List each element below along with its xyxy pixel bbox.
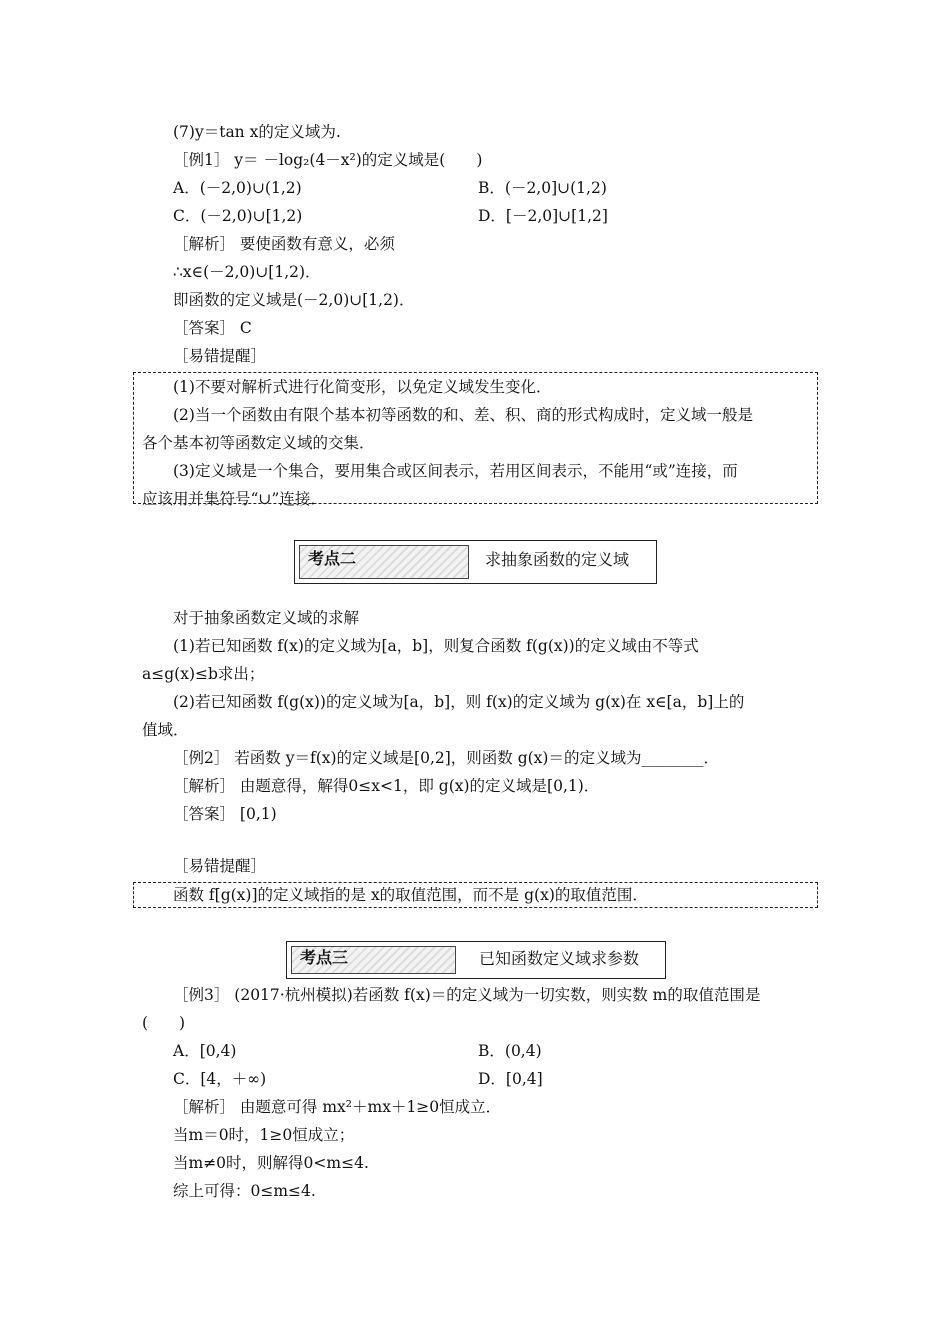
warning-2-text: 函数 f[g(x)]的定义域指的是 x的取值范围，而不是 g(x)的取值范围． — [173, 886, 648, 904]
warning-1-point-3a: (3)定义域是一个集合，要用集合或区间表示，若用区间表示，不能用“或”连接，而 — [173, 462, 738, 480]
section-2-title: 求抽象函数的定义域 — [485, 550, 630, 569]
option-b: B．(－2,0]∪(1,2) — [478, 179, 607, 197]
rule-1a: (1)若已知函数 f(x)的定义域为[a，b]，则复合函数 f(g(x))的定义域由不等式 — [173, 637, 699, 655]
example-2-analysis: ［解析］ 由题意得，解得0≤x<1，即 g(x)的定义域是[0,1)． — [173, 777, 600, 795]
answer-line: ［答案］ C — [173, 319, 252, 337]
rule-1b: a≤g(x)≤b求出； — [142, 665, 265, 683]
section-3-title: 已知函数定义域求参数 — [479, 949, 640, 968]
warning-1-point-2b: 各个基本初等函数定义域的交集． — [142, 434, 375, 452]
example-3-question: ［例3］ (2017·杭州模拟)若函数 f(x)＝的定义域为一切实数，则实数 m的取值范围是 — [173, 986, 761, 1004]
option-3-c: C．[4，＋∞) — [173, 1070, 267, 1088]
warning-1-point-3b: 应该用并集符号“∪”连接． — [142, 490, 326, 508]
option-3-b: B．(0,4) — [478, 1042, 542, 1060]
example-2-question: ［例2］ 若函数 y＝f(x)的定义域是[0,2]，则函数 g(x)＝的定义域为________． — [173, 749, 719, 767]
warning-heading: ［易错提醒］ — [173, 347, 267, 365]
example-2-answer: ［答案］ [0,1) — [173, 805, 277, 823]
example-3-analysis: ［解析］ 由题意可得 mx²＋mx＋1≥0恒成立． — [173, 1098, 502, 1116]
case-m-nonzero: 当m≠0时，则解得0<m≤4. — [173, 1154, 369, 1172]
section-3-header — [286, 941, 666, 979]
item-7-line: (7)y＝tan x的定义域为. — [173, 123, 341, 141]
example-3-paren: ( ) — [142, 1014, 186, 1032]
rule-2a: (2)若已知函数 f(g(x))的定义域为[a，b]，则 f(x)的定义域为 g(x)在 x∈[a，b]上的 — [173, 693, 745, 711]
option-a: A．(－2,0)∪(1,2) — [173, 179, 302, 197]
section-2-header — [294, 540, 657, 584]
analysis-line: ［解析］ 要使函数有意义，必须 — [173, 235, 395, 253]
rule-2b: 值域． — [142, 721, 189, 739]
therefore-line: ∴x∈(－2,0)∪[1,2)． — [173, 263, 321, 281]
option-c: C．(－2,0)∪[1,2) — [173, 207, 303, 225]
option-d: D．[－2,0]∪[1,2] — [478, 207, 608, 225]
warning-1-point-1: (1)不要对解析式进行化简变形，以免定义域发生变化． — [173, 378, 552, 396]
section-3-label: 考点三 — [291, 946, 456, 974]
abstract-intro: 对于抽象函数定义域的求解 — [173, 609, 360, 627]
option-3-a: A．[0,4) — [173, 1042, 237, 1060]
warning-1-point-2a: (2)当一个函数由有限个基本初等函数的和、差、积、商的形式构成时，定义域一般是 — [173, 406, 753, 424]
domain-result-line: 即函数的定义域是(－2,0)∪[1,2)． — [173, 291, 415, 309]
case-m-zero: 当m＝0时，1≥0恒成立； — [173, 1126, 355, 1144]
warning-2-heading: ［易错提醒］ — [173, 857, 267, 875]
conclusion-line: 综上可得：0≤m≤4. — [173, 1182, 316, 1200]
option-3-d: D．[0,4] — [478, 1070, 543, 1088]
example-1-question: ［例1］ y＝ －log₂(4－x²)的定义域是( ) — [173, 151, 483, 169]
section-2-label: 考点二 — [299, 545, 469, 579]
